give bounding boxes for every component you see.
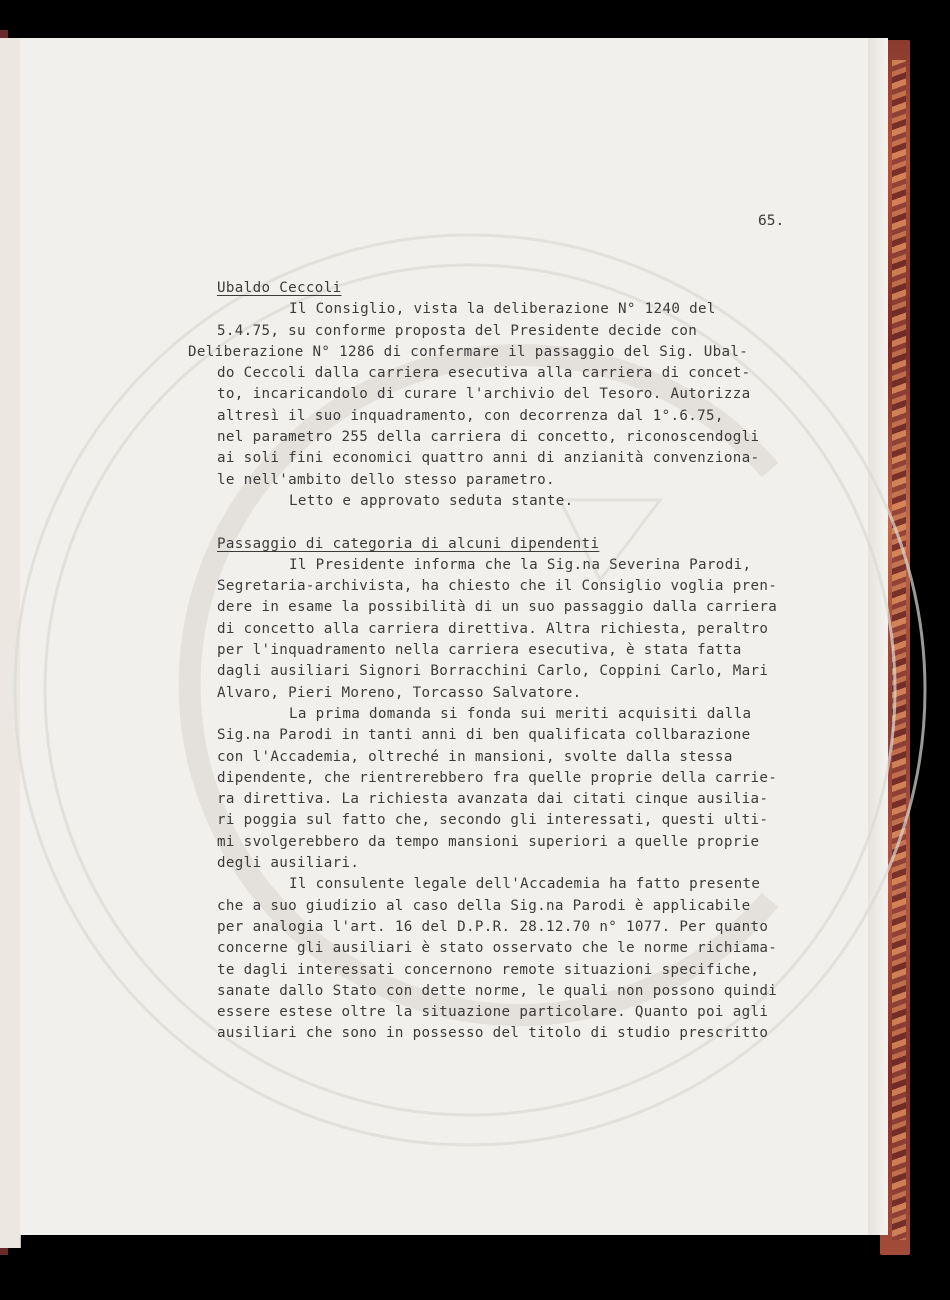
text-line: Letto e approvato seduta stante. [289,492,574,509]
section-heading: Ubaldo Ceccoli [217,280,342,296]
text-line: to, incaricandolo di curare l'archivio del Tesoro. Autorizza [217,386,751,403]
text-line: Il consulente legale dell'Accademia ha fatto presente [289,876,761,893]
text-line: altresì il suo inquadramento, con decorrenza dal 1°.6.75, [217,407,724,424]
text-line: di concetto alla carriera direttiva. Altra richiesta, peraltro [217,620,769,637]
page-number: 65. [758,213,785,229]
text-line: ra direttiva. La richiesta avanzata dai citati cinque ausilia- [217,791,769,808]
text-line: Il Consiglio, vista la deliberazione N° 1240 del [289,301,716,318]
text-line: Deliberazione N° 1286 di confermare il passaggio del Sig. Ubal- [188,343,749,360]
text-line: per analogia l'art. 16 del D.P.R. 28.12.70 n° 1077. Per quanto [217,918,769,935]
text-line: Sig.na Parodi in tanti anni di ben qualificata collbarazione [217,727,751,744]
text-line: essere estese oltre la situazione particolare. Quanto poi agli [217,1004,769,1021]
text-line: ausiliari che sono in possesso del titolo di studio prescritto [217,1025,769,1042]
text-line: dagli ausiliari Signori Borracchini Carlo, Coppini Carlo, Mari [217,663,769,680]
text-line: te dagli interessati concernono remote situazioni specifiche, [217,961,760,978]
blank-line [188,512,808,533]
section-heading: Passaggio di categoria di alcuni dipendenti [217,535,600,552]
text-line: 5.4.75, su conforme proposta del Presidente decide con [217,322,698,339]
text-line: per l'inquadramento nella carriera esecutiva, è stata fatta [217,642,742,659]
text-line: dipendente, che rientrerebbero fra quelle proprie della carrie- [217,769,778,786]
page-fore-edge [868,38,888,1235]
text-line: le nell'ambito dello stesso parametro. [217,471,555,488]
text-line: Il Presidente informa che la Sig.na Severina Parodi, [289,556,752,573]
marbled-cover-edge [892,60,906,1240]
text-line: che a suo giudizio al caso della Sig.na Parodi è applicabile [217,897,751,914]
text-line: concerne gli ausiliari è stato osservato che le norme richiama- [217,940,778,957]
text-line: Segretaria-archivista, ha chiesto che il Consiglio voglia pren- [217,578,778,595]
text-line: Alvaro, Pieri Moreno, Torcasso Salvatore. [217,684,582,701]
text-line: degli ausiliari. [217,855,360,872]
text-line: nel parametro 255 della carriera di concetto, riconoscendogli [217,429,760,446]
text-line: ri poggia sul fatto che, secondo gli interessati, questi ulti- [217,812,769,829]
text-line: mi svolgerebbero da tempo mansioni superiori a quelle proprie [217,833,760,850]
text-line: dere in esame la possibilità di un suo passaggio dalla carriera [217,599,778,616]
text-line: con l'Accademia, oltreché in mansioni, svolte dalla stessa [217,748,733,765]
text-line: ai soli fini economici quattro anni di anzianità convenziona- [217,450,760,467]
left-page-edge [0,38,21,1248]
text-line: La prima domanda si fonda sui meriti acquisiti dalla [289,705,752,722]
document-text [188,278,808,1045]
text-line: do Ceccoli dalla carriera esecutiva alla carriera di concet- [217,365,751,382]
text-line: sanate dallo Stato con dette norme, le quali non possono quindi [217,982,778,999]
